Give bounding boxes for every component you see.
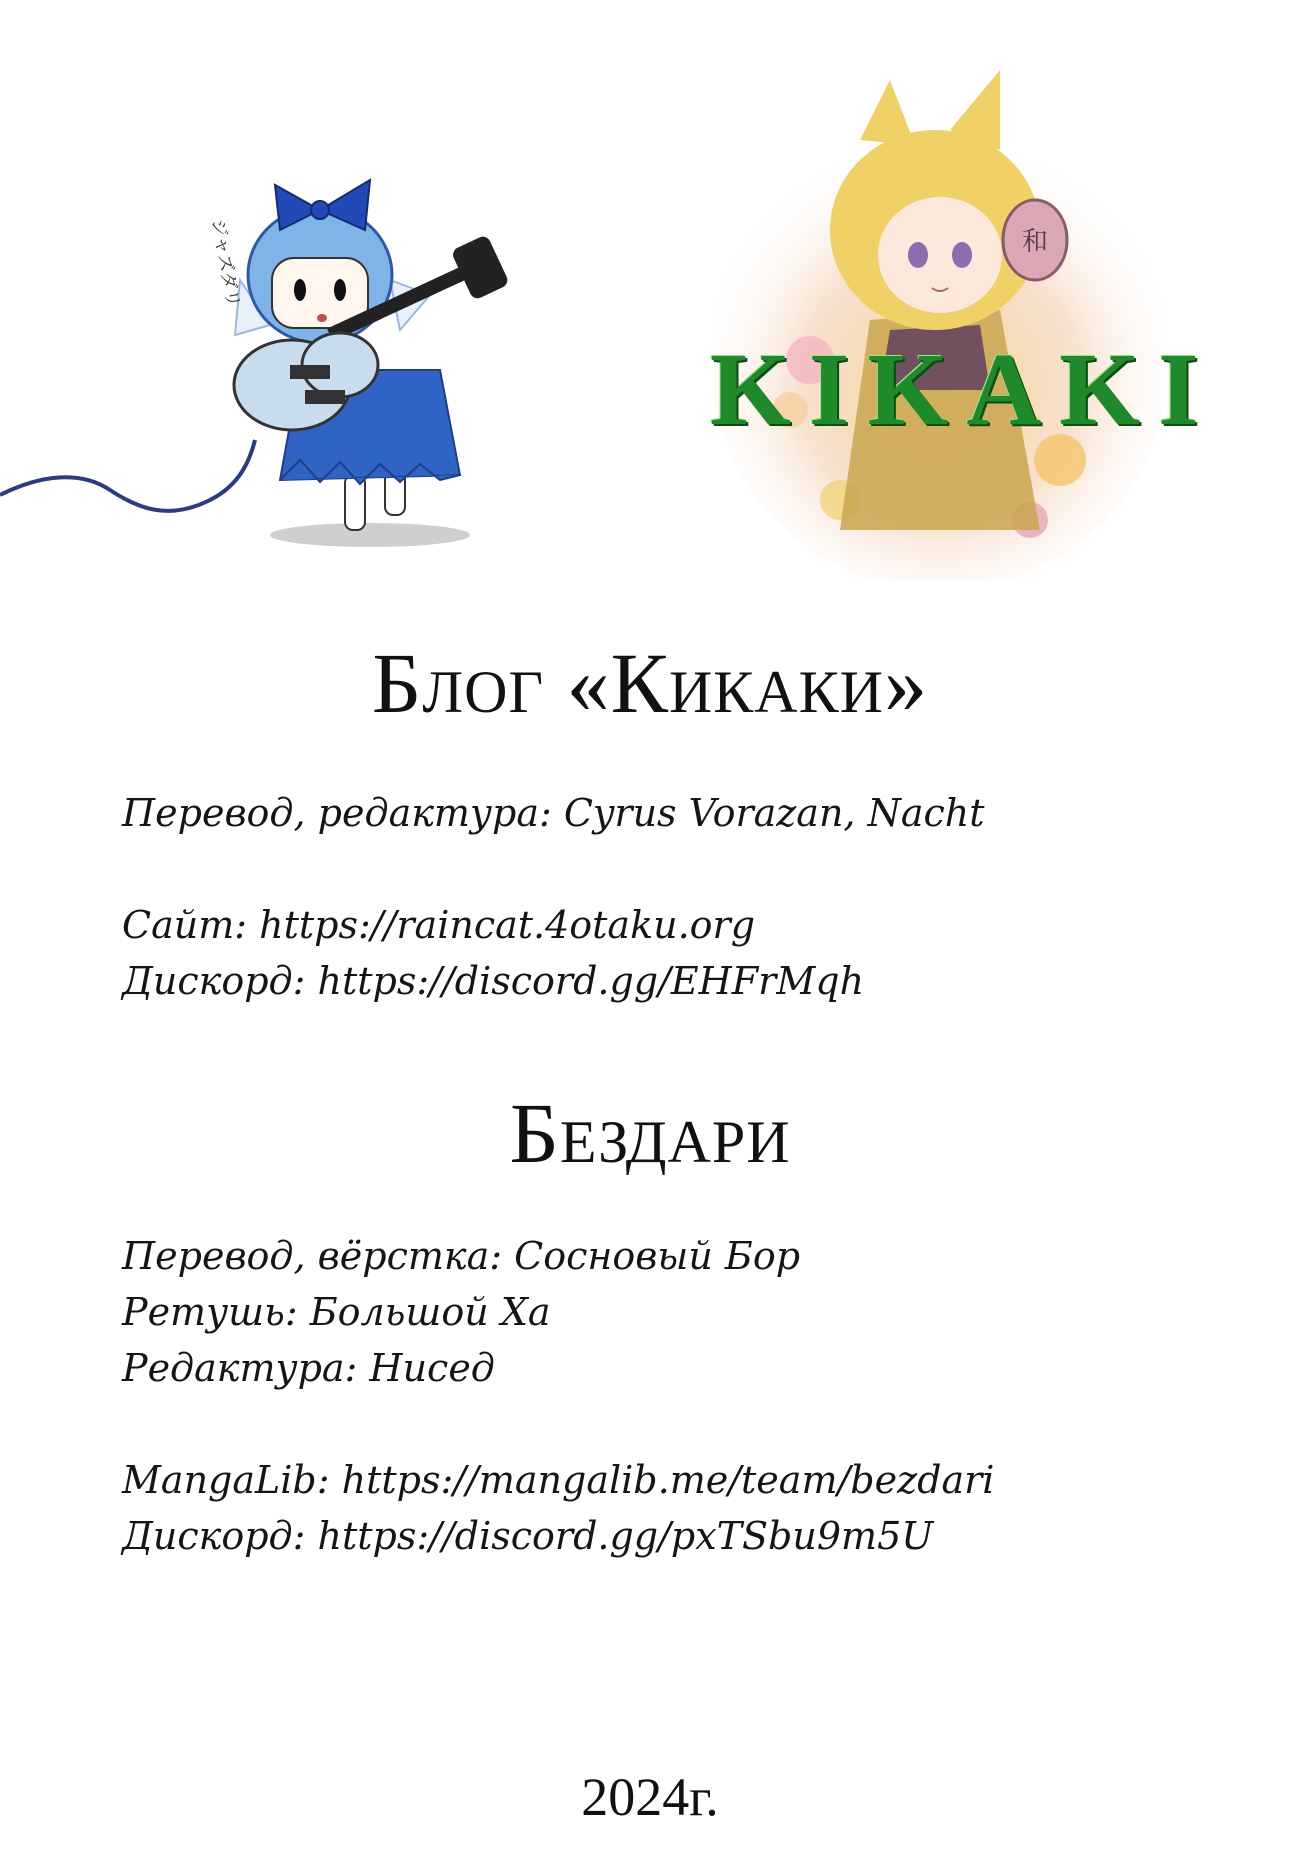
- svg-text:ジャズダリ: ジャズダリ: [207, 217, 244, 310]
- kikaki-credits: [122, 785, 1222, 1009]
- bezdari-team-title: Бездари: [509, 1085, 791, 1181]
- spacer: [122, 841, 1222, 897]
- bezdari-credits: [122, 1228, 1222, 1564]
- footer-year: 2024г.: [581, 1767, 719, 1827]
- spacer: [122, 1396, 1222, 1452]
- kikaki-site-link[interactable]: Сайт: https://raincat.4otaku.org: [122, 903, 756, 947]
- kikaki-translation-credit: Перевод, редактура: Cyrus Vorazan, Nacht: [122, 791, 985, 835]
- kikaki-blog-title: Блог «Кикаки»: [372, 635, 928, 731]
- guitar-girl-illustration: [0, 80, 520, 560]
- bezdari-retouch-credit: Ретушь: Большой Ха: [122, 1290, 551, 1334]
- bezdari-editing-credit: Редактура: Нисед: [122, 1346, 495, 1390]
- kikaki-character-illustration: [700, 60, 1217, 580]
- bezdari-discord-link[interactable]: Дискорд: https://discord.gg/pxTSbu9m5U: [122, 1514, 934, 1558]
- kikaki-logo: KIKAKI: [710, 332, 1217, 447]
- svg-text:和: 和: [1022, 227, 1049, 257]
- bezdari-mangalib-link[interactable]: MangaLib: https://mangalib.me/team/bezdari: [122, 1458, 995, 1502]
- bezdari-translation-credit: Перевод, вёрстка: Сосновый Бор: [122, 1234, 801, 1278]
- kikaki-discord-link[interactable]: Дискорд: https://discord.gg/EHFrMqh: [122, 959, 865, 1003]
